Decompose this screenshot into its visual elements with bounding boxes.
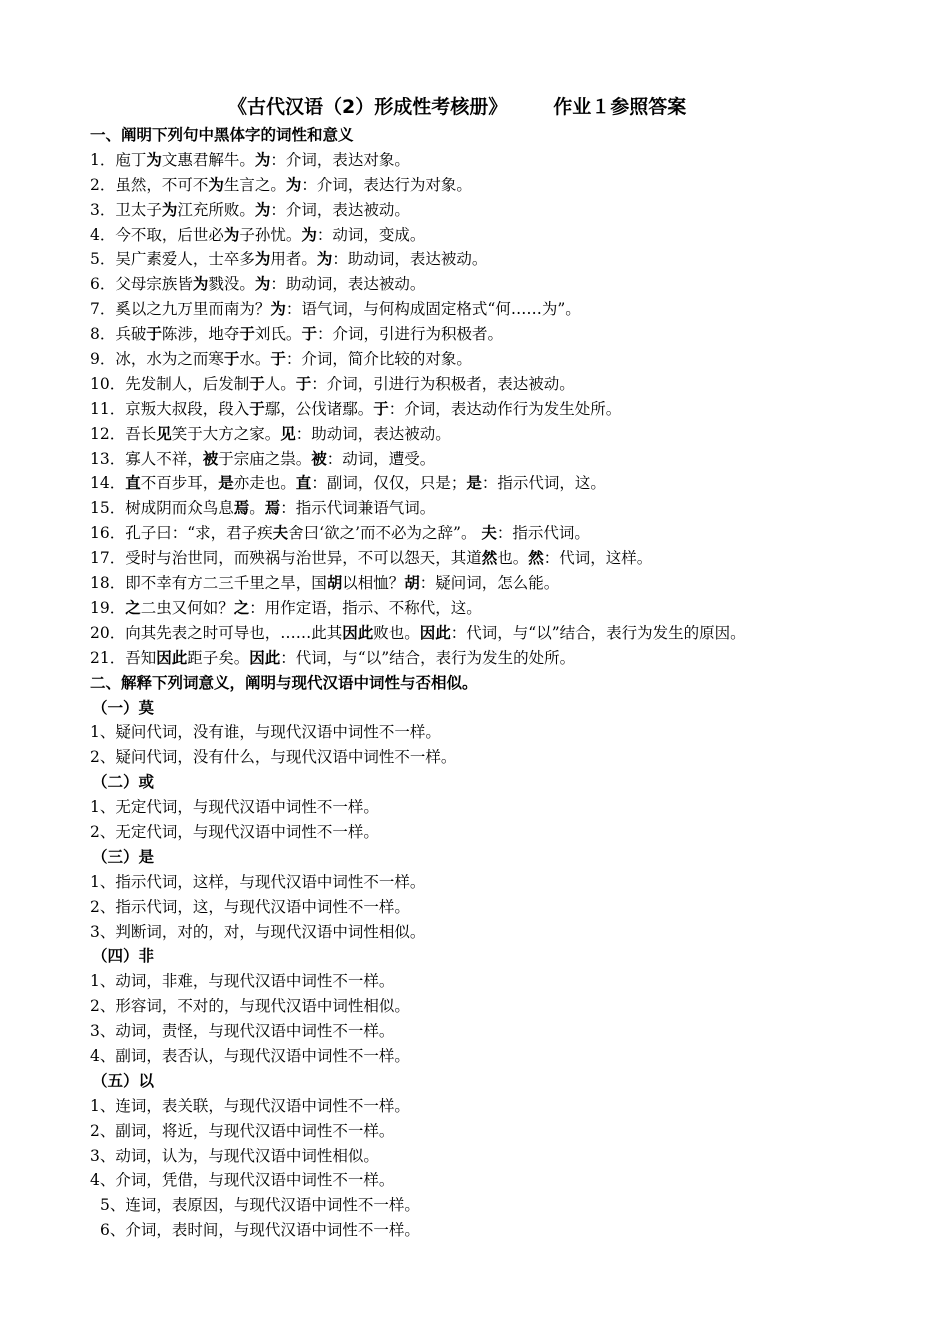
section1-list (90, 148, 880, 671)
bold-word: 直 (125, 474, 141, 493)
text-fragment: 亦走也。 (233, 474, 296, 493)
text-fragment: ：介词，表达行为对象。 (301, 175, 472, 194)
answer-keyword: 直 (295, 474, 312, 493)
text-fragment: ：副词，仅仅，只是； (311, 474, 467, 493)
answer-keyword: 于 (373, 399, 389, 418)
section1-heading: 一、阐明下列句中黑体字的词性和意义 (90, 126, 354, 144)
text-fragment: 8．兵破 (90, 325, 147, 344)
answer-line (90, 198, 880, 223)
answer-line (90, 422, 880, 447)
text-fragment: 19． (90, 598, 126, 617)
text-fragment: ：介词，表达被动。 (270, 200, 410, 219)
answer-keyword: 为 (285, 175, 302, 194)
answer-line (90, 297, 880, 322)
text-fragment: 戮没。 (208, 275, 255, 294)
answer-keyword: 为 (254, 150, 271, 169)
text-fragment: 子孙忧。 (239, 225, 302, 244)
answer-line (90, 347, 880, 372)
definition-line: 3、判断词，对的，对，与现代汉语中词性相似。 (90, 922, 426, 941)
answer-keyword: 于 (270, 350, 286, 369)
text-fragment: ：代词，这样。 (543, 549, 653, 568)
definition-line: 2、疑问代词，没有什么，与现代汉语中词性不一样。 (90, 748, 457, 767)
text-fragment: 20．向其先表之时可导也，……此其 (90, 623, 343, 642)
definition-line: 4、副词，表否认，与现代汉语中词性不一样。 (90, 1046, 410, 1065)
bold-word: 于 (249, 374, 265, 393)
definition-line: 4、介词，凭借，与现代汉语中词性不一样。 (90, 1171, 395, 1190)
answer-line (90, 247, 880, 272)
answer-line (90, 546, 880, 571)
answer-keyword: 夫 (481, 524, 497, 543)
definition-line: 1、疑问代词，没有谁，与现代汉语中词性不一样。 (90, 723, 441, 742)
answer-keyword: 因此 (249, 648, 281, 667)
answer-keyword: 因此 (419, 623, 451, 642)
answer-line (90, 596, 880, 621)
text-fragment: ：指示代词，这。 (481, 474, 606, 493)
answer-keyword: 于 (295, 374, 312, 393)
group-label: （三）是 (92, 847, 155, 866)
document-title (90, 92, 880, 123)
text-fragment: 。 (249, 499, 265, 518)
definition-line: 1、连词，表关联，与现代汉语中词性不一样。 (90, 1096, 410, 1115)
answer-keyword: 于 (301, 325, 317, 344)
text-fragment: ：指示代词兼语气词。 (280, 499, 436, 518)
bold-word: 之 (125, 598, 141, 617)
answer-line (90, 646, 880, 671)
answer-keyword: 为 (254, 275, 271, 294)
text-fragment: ：助动词，表达被动。 (332, 250, 488, 269)
answer-line (90, 621, 880, 646)
text-fragment: 江充所败。 (177, 200, 255, 219)
bold-word: 为 (161, 200, 178, 219)
answer-keyword: 是 (466, 474, 482, 493)
text-fragment: 6．父母宗族皆 (90, 275, 193, 294)
text-fragment: 21．吾知 (90, 648, 157, 667)
text-fragment: 10．先发制人，后发制 (90, 374, 250, 393)
answer-line (90, 397, 880, 422)
bold-word: 是 (218, 474, 234, 493)
text-fragment: ：动词，变成。 (316, 225, 426, 244)
definition-line: 6、介词，表时间，与现代汉语中词性不一样。 (100, 1221, 420, 1240)
answer-line (90, 148, 880, 173)
text-fragment: 18．即不幸有方二三千里之旱，国 (90, 574, 327, 593)
text-fragment: 人。 (264, 374, 296, 393)
bold-word: 夫 (272, 524, 289, 543)
text-fragment: ：介词，引进行为积极者，表达被动。 (311, 374, 575, 393)
text-fragment: 败也。 (373, 623, 420, 642)
bold-word: 胡 (326, 574, 343, 593)
text-fragment: 鄢，公伐诸鄢。 (264, 399, 374, 418)
answer-keyword: 为 (301, 225, 317, 244)
text-fragment: 7．奚以之九万里而南为？ (90, 300, 271, 319)
answer-keyword: 见 (280, 424, 296, 443)
definition-line: 1、指示代词，这样，与现代汉语中词性不一样。 (90, 872, 426, 891)
text-fragment: ：介词，表达对象。 (270, 150, 410, 169)
text-fragment: ：介词，表达动作行为发生处所。 (388, 399, 622, 418)
text-fragment: ：语气词，与何构成固定格式“何……为”。 (285, 300, 581, 319)
text-fragment: 17．受时与治世同，而殃祸与治世异，不可以怨天，其道 (90, 549, 482, 568)
definition-line: 2、无定代词，与现代汉语中词性不一样。 (90, 822, 379, 841)
text-fragment: 2．虽然，不可不 (90, 175, 209, 194)
answer-line (90, 322, 880, 347)
answer-keyword: 为 (316, 250, 333, 269)
text-fragment: 于宗庙之祟。 (218, 449, 312, 468)
group-label: （二）或 (92, 773, 155, 792)
bold-word: 为 (192, 275, 209, 294)
answer-line (90, 372, 880, 397)
title-main: 《古代汉语（2）形成性考核册》 (228, 96, 508, 118)
bold-word: 然 (481, 549, 498, 568)
text-fragment: 13．寡人不祥， (90, 449, 203, 468)
document-page (90, 92, 880, 1243)
bold-word: 焉 (233, 499, 250, 518)
text-fragment: 刘氏。 (254, 325, 302, 344)
text-fragment: 文惠君解牛。 (161, 150, 255, 169)
answer-keyword: 焉 (264, 499, 281, 518)
answer-line (90, 272, 880, 297)
text-fragment: 陈涉，地夺 (161, 325, 240, 344)
bold-word: 为 (146, 150, 162, 169)
definition-line: 2、副词，将近，与现代汉语中词性不一样。 (90, 1121, 395, 1140)
bold-word: 于 (223, 350, 240, 369)
text-fragment: ：疑问词，怎么能。 (419, 574, 560, 593)
text-fragment: 15．树成阴而众鸟息 (90, 499, 234, 518)
text-fragment: 距子矣。 (187, 648, 250, 667)
text-fragment: 1．庖丁 (90, 150, 147, 169)
definition-line: 3、动词，责怪，与现代汉语中词性不一样。 (90, 1022, 395, 1041)
text-fragment: ：代词，与“以”结合，表行为发生的原因。 (450, 623, 746, 642)
answer-line (90, 223, 880, 248)
answer-line (90, 571, 880, 596)
bold-word: 于 (239, 325, 255, 344)
definition-line: 1、无定代词，与现代汉语中词性不一样。 (90, 798, 379, 817)
text-fragment: 9．冰，水为之而寒 (90, 350, 224, 369)
text-fragment: 水。 (239, 350, 271, 369)
title-sub: 作业１参照答案 (553, 96, 687, 118)
answer-line (90, 447, 880, 472)
bold-word: 为 (254, 250, 271, 269)
bold-word: 被 (202, 449, 219, 468)
definition-line: 1、动词，非难，与现代汉语中词性不一样。 (90, 972, 395, 991)
text-fragment: ：用作定语，指示、不称代，这。 (249, 598, 482, 617)
text-fragment: 舍曰‘欲之’而不必为之辞”。 (288, 524, 482, 543)
bold-word: 于 (249, 399, 265, 418)
text-fragment: 11．京叛大叔段，段入 (90, 399, 250, 418)
bold-word: 为 (223, 225, 240, 244)
bold-word: 见 (156, 424, 172, 443)
text-fragment: ：动词，遭受。 (326, 449, 436, 468)
answer-keyword: 为 (254, 200, 271, 219)
answer-line (90, 471, 880, 496)
text-fragment: ：指示代词。 (496, 524, 590, 543)
text-fragment: ：介词，引进行为积极者。 (316, 325, 503, 344)
definition-line: 2、形容词，不对的，与现代汉语中词性相似。 (90, 997, 410, 1016)
text-fragment: 二虫又何如？ (140, 598, 234, 617)
text-fragment: 16．孔子曰：“求，君子疾 (90, 524, 273, 543)
answer-keyword: 胡 (404, 574, 420, 593)
group-label: （四）非 (92, 947, 155, 966)
text-fragment: 以相恤？ (342, 574, 405, 593)
answer-line (90, 521, 880, 546)
text-fragment: ：介词，简介比较的对象。 (285, 350, 472, 369)
text-fragment: 4．今不取，后世必 (90, 225, 224, 244)
text-fragment: 笑于大方之家。 (171, 424, 281, 443)
group-label: （一）莫 (92, 698, 155, 717)
answer-keyword: 然 (528, 549, 544, 568)
text-fragment: ：助动词，表达被动。 (295, 424, 451, 443)
bold-word: 于 (146, 325, 162, 344)
definition-line: 5、连词，表原因，与现代汉语中词性不一样。 (100, 1196, 420, 1215)
text-fragment: 12．吾长 (90, 424, 157, 443)
text-fragment: ：助动词，表达被动。 (270, 275, 426, 294)
section2-list (90, 696, 880, 1244)
text-fragment: 用者。 (270, 250, 317, 269)
answer-keyword: 被 (311, 449, 327, 468)
section2-heading: 二、解释下列词意义，阐明与现代汉语中词性与否相似。 (90, 673, 478, 692)
answer-keyword: 之 (233, 598, 250, 617)
text-fragment: 5．吴广素爱人，士卒多 (90, 250, 255, 269)
bold-word: 因此 (156, 648, 188, 667)
bold-word: 为 (208, 175, 224, 194)
group-label: （五）以 (92, 1071, 155, 1090)
text-fragment: 3．卫太子 (90, 200, 162, 219)
bold-word: 因此 (342, 623, 374, 642)
text-fragment: 也。 (497, 549, 529, 568)
answer-line (90, 496, 880, 521)
text-fragment: ：代词，与“以”结合，表行为发生的处所。 (280, 648, 576, 667)
text-fragment: 不百步耳， (140, 474, 219, 493)
text-fragment: 14． (90, 474, 126, 493)
answer-line (90, 173, 880, 198)
answer-keyword: 为 (270, 300, 286, 319)
text-fragment: 生言之。 (223, 175, 286, 194)
definition-line: 3、动词，认为，与现代汉语中词性相似。 (90, 1146, 379, 1165)
definition-line: 2、指示代词，这，与现代汉语中词性不一样。 (90, 897, 410, 916)
